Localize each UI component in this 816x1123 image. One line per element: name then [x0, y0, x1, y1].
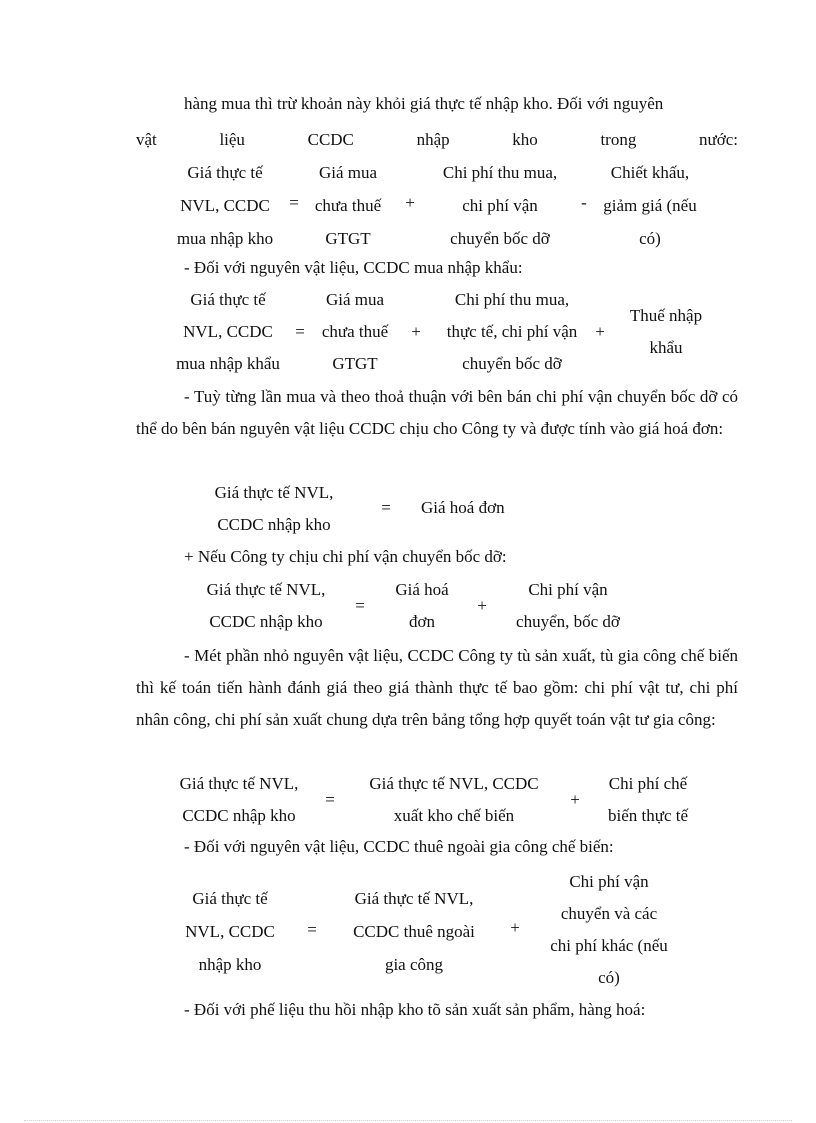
- f6-col1-line: NVL, CCDC: [185, 922, 275, 941]
- f4-col3-line: chuyển, bốc dỡ: [516, 612, 620, 631]
- f2-equals: =: [295, 322, 305, 341]
- f6-col1: [170, 882, 290, 981]
- f2-col3: [432, 284, 592, 380]
- f1-col1: [166, 156, 284, 255]
- f5-equals: =: [325, 790, 335, 809]
- heading-scrap: - Đối với phế liệu thu hồi nhập kho tõ sản xuất sản phẩm, hàng hoá:: [184, 1000, 646, 1019]
- f5-col2-line: Giá thực tế NVL, CCDC: [369, 774, 539, 793]
- f2-col2: [312, 284, 398, 380]
- f6-col1-line: nhập kho: [198, 955, 262, 974]
- f5-col3-line: Chi phí chế: [608, 774, 688, 793]
- f6-plus: +: [510, 918, 520, 937]
- f1-col1-line: mua nhập kho: [176, 229, 274, 248]
- f1-col4: [594, 156, 706, 255]
- p1-line1: [184, 94, 738, 114]
- f2-col1-line: Giá thực tế: [190, 290, 266, 309]
- f1-col2: [304, 156, 392, 255]
- page-bottom-divider: [24, 1120, 792, 1121]
- f5-plus: +: [570, 790, 580, 809]
- f1-col4-line: Chiết khấu,: [610, 163, 690, 182]
- p3-paragraph: - Tuỳ từng lần mua và theo thoả thuận với bên bán chi phí vận chuyển bốc dỡ có thể do bên bán nguyên vật liệu CCDC chịu cho Công ty và được tính vào giá hoá đơn:: [136, 387, 738, 438]
- f1-col2-line: Giá mua: [318, 163, 378, 182]
- f3-col1-line: Giá thực tế NVL,: [214, 483, 334, 502]
- f3-col1-line: CCDC nhập kho: [217, 515, 331, 534]
- f2-col4: [616, 300, 716, 364]
- f4-col2: [384, 574, 460, 638]
- p1-line2-text: vật liệu CCDC nhập kho trong nước:: [136, 130, 738, 149]
- f6-col3-line: chi phí khác (nếu: [550, 936, 668, 955]
- f6-col3-line: chuyển và các: [560, 904, 658, 923]
- f4-col1-line: CCDC nhập kho: [209, 612, 323, 631]
- f5-col1-line: CCDC nhập kho: [182, 806, 296, 825]
- heading-import: - Đối với nguyên vật liệu, CCDC mua nhập khẩu:: [184, 258, 523, 277]
- f1-col2-line: chưa thuế: [314, 196, 382, 215]
- f4-col1-line: Giá thực tế NVL,: [206, 580, 326, 599]
- f1-col4-line: giảm giá (nếu: [603, 196, 697, 215]
- f5-col2: [350, 768, 558, 832]
- f4-col2-line: đơn: [409, 612, 435, 631]
- f1-col3: [430, 156, 570, 255]
- f3-col2: Giá hoá đơn: [421, 498, 505, 517]
- f2-col1-line: NVL, CCDC: [183, 322, 273, 341]
- p1-line2: [136, 124, 738, 156]
- f1-equals: =: [289, 193, 299, 212]
- f5-col2-line: xuất kho chế biến: [393, 806, 515, 825]
- f4-col3: [506, 574, 630, 638]
- f2-plus: +: [411, 322, 421, 341]
- f6-col2: [338, 882, 490, 981]
- f4-col3-line: Chi phí vận: [528, 580, 608, 599]
- f1-minus: -: [581, 193, 587, 212]
- f5-col3: [594, 768, 702, 832]
- f1-col1-line: Giá thực tế: [187, 163, 263, 182]
- f5-col3-line: biến thực tế: [607, 806, 689, 825]
- f1-col3-line: chuyển bốc dỡ: [450, 229, 550, 248]
- f6-col2-line: gia công: [384, 955, 444, 974]
- f2-col3-line: chuyển bốc dỡ: [462, 354, 562, 373]
- f1-col1-line: NVL, CCDC: [180, 196, 270, 215]
- f3-equals: =: [381, 498, 391, 517]
- f2-col1-line: mua nhập khẩu: [176, 354, 280, 373]
- f2-col2-line: GTGT: [332, 354, 378, 373]
- heading-transport: + Nếu Công ty chịu chi phí vận chuyển bốc dỡ:: [184, 547, 507, 566]
- heading-outsourced: - Đối với nguyên vật liệu, CCDC thuê ngoài gia công chế biến:: [184, 837, 614, 856]
- f4-col2-line: Giá hoá: [395, 580, 449, 599]
- f1-col3-line: chi phí vận: [462, 196, 538, 215]
- f2-col2-line: Giá mua: [325, 290, 385, 309]
- f4-equals: =: [355, 596, 365, 615]
- f6-equals: =: [307, 920, 317, 939]
- f6-col3-line: có): [598, 968, 620, 987]
- f6-col1-line: Giá thực tế: [192, 889, 268, 908]
- f2-col3-line: thực tế, chi phí vận: [446, 322, 578, 341]
- f2-col1: [166, 284, 290, 380]
- f6-col3: [536, 866, 682, 994]
- f1-col3-line: Chi phí thu mua,: [442, 163, 558, 182]
- f2-col4-line: khẩu: [649, 338, 683, 357]
- f2-col3-line: Chi phí thu mua,: [454, 290, 570, 309]
- f6-col2-line: CCDC thuê ngoài: [353, 922, 475, 941]
- f5-col1: [166, 768, 312, 832]
- f5-col1-line: Giá thực tế NVL,: [179, 774, 299, 793]
- f2-col2-line: chưa thuế: [321, 322, 389, 341]
- f1-col2-line: GTGT: [325, 229, 371, 248]
- f4-col1: [192, 574, 340, 638]
- f3-col1: [198, 477, 350, 541]
- p5-paragraph: - Mét phần nhỏ nguyên vật liệu, CCDC Công ty tù sản xuất, tù gia công chế biến thì kế toán tiến hành đánh giá theo giá thành thực tế bao gồm: chi phí vật tư, chi phí nhân công, chi phí sản xuất chung dựa trên bảng tổng hợp quyết toán vật tư gia công:: [136, 646, 738, 729]
- f6-col2-line: Giá thực tế NVL,: [354, 889, 474, 908]
- f4-plus: +: [477, 596, 487, 615]
- f1-col4-line: có): [639, 229, 661, 248]
- f6-col3-line: Chi phí vận: [569, 872, 649, 891]
- f1-plus: +: [405, 193, 415, 212]
- p1-line1-text: hàng mua thì trừ khoản này khỏi giá thực tế nhập kho. Đối với nguyên: [184, 94, 664, 113]
- f2-plus-2: +: [595, 322, 605, 341]
- f2-col4-line: Thuế nhập: [629, 306, 703, 325]
